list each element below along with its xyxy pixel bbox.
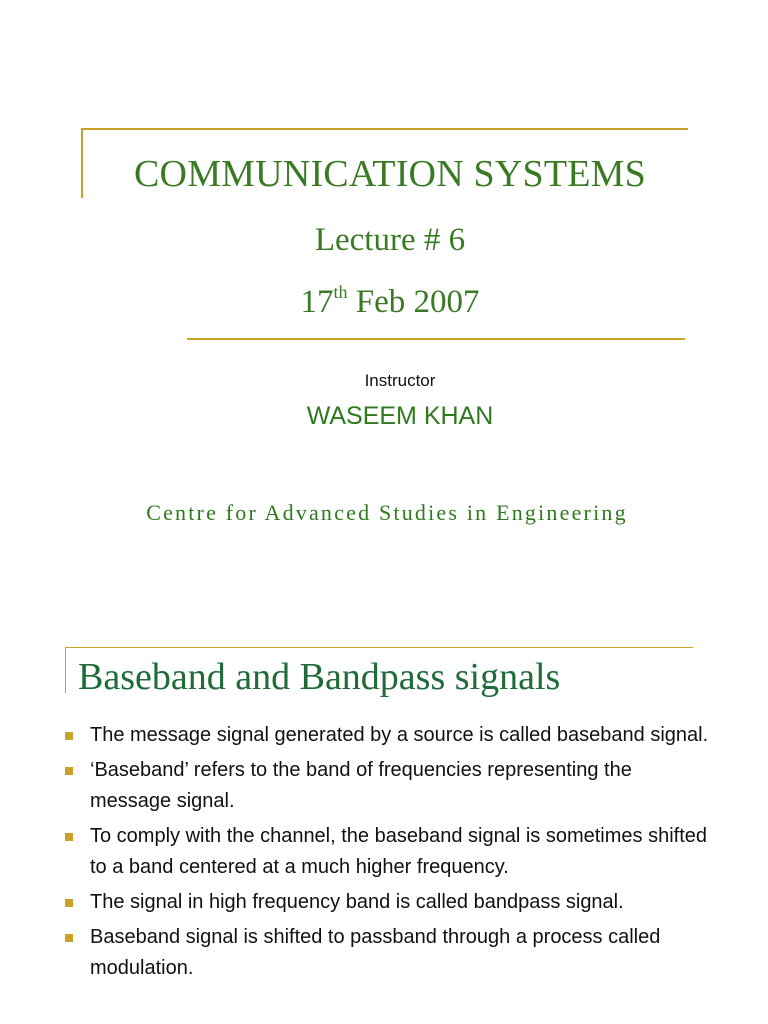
bullet-text: Baseband signal is shifted to passband through a process called modulation.: [90, 926, 661, 979]
slide2-left-rule: [65, 647, 66, 693]
square-bullet-icon: [65, 899, 73, 907]
bullet-text: ‘Baseband’ refers to the band of frequencies representing the message signal.: [90, 759, 632, 812]
list-item: [62, 821, 712, 883]
bullet-list: [62, 720, 712, 988]
lecture-date: [0, 284, 768, 321]
square-bullet-icon: [65, 732, 73, 740]
instructor-label: Instructor: [364, 371, 436, 390]
slide2-title: Baseband and Bandpass signals: [78, 656, 561, 698]
slide1-bottom-rule: [187, 338, 685, 340]
square-bullet-icon: [65, 934, 73, 942]
square-bullet-icon: [65, 833, 73, 841]
slide1-top-rule: [81, 128, 688, 130]
square-bullet-icon: [65, 767, 73, 775]
institution-name: Centre for Advanced Studies in Engineering: [146, 500, 628, 525]
date-suffix: th: [333, 282, 348, 302]
list-item: [62, 887, 712, 918]
list-item: [62, 755, 712, 817]
lecture-number: Lecture # 6: [314, 222, 466, 258]
slide2-top-rule: [65, 647, 693, 648]
slide1-title: COMMUNICATION SYSTEMS: [134, 153, 646, 195]
bullet-text: To comply with the channel, the baseband signal is sometimes shifted to a band centered at a much higher frequency.: [90, 825, 708, 878]
list-item: [62, 720, 712, 751]
date-day: 17: [300, 284, 334, 320]
list-item: [62, 922, 712, 984]
bullet-text: The signal in high frequency band is called bandpass signal.: [90, 891, 624, 913]
instructor-name: WASEEM KHAN: [306, 402, 494, 430]
date-rest: Feb 2007: [347, 284, 480, 320]
bullet-text: The message signal generated by a source is called baseband signal.: [90, 724, 709, 746]
